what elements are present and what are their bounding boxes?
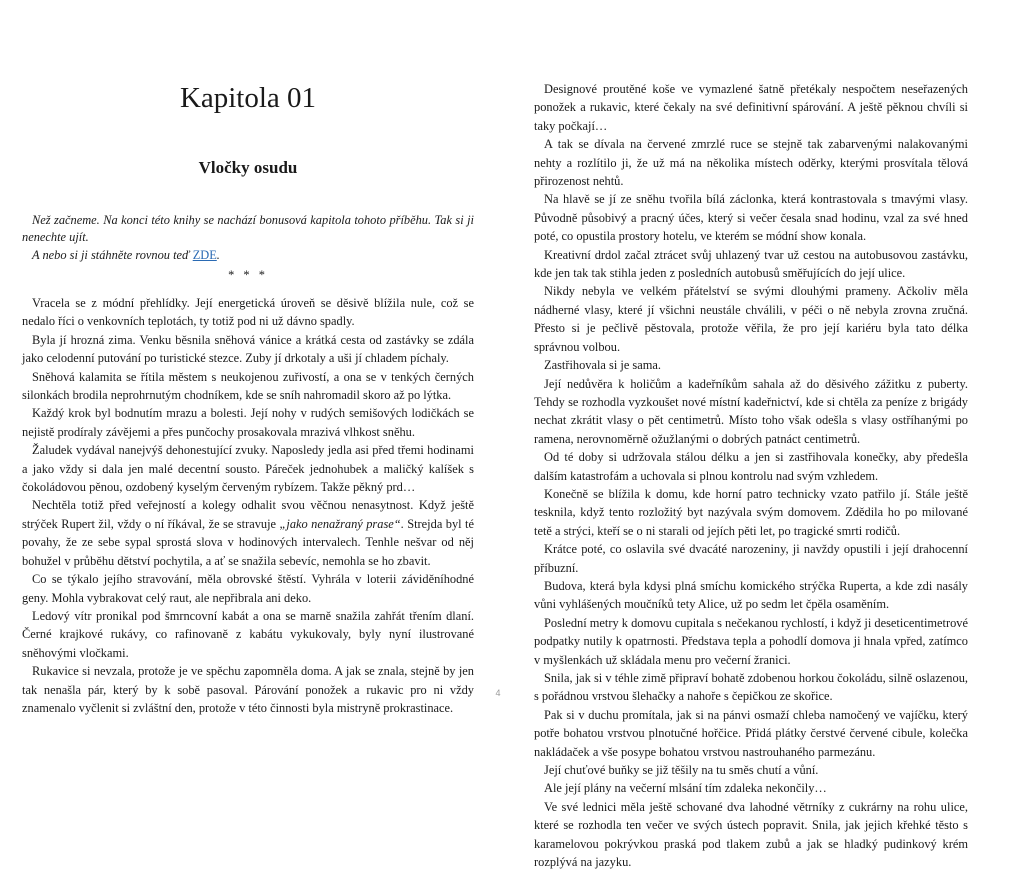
paragraph: Od té doby si udržovala stálou délku a jen si zastřihovala konečky, aby předešla dalším katastrofám a uchovala si plnou kontrolu nad svým vzhledem. <box>534 450 968 483</box>
intro-line-2-end: . <box>216 247 220 262</box>
paragraph: Každý krok byl bodnutím mrazu a bolesti. Její nohy v rudých semišových lodičkách se nejistě prodíraly závějemi a přes punčochy prosakovala mrazivá vlhkost sněhu. <box>22 406 474 439</box>
right-page-body <box>534 80 968 871</box>
paragraph: Krátce poté, co oslavila své dvacáté narozeniny, ji navždy opustili i její drahocenní příbuzní. <box>534 542 968 575</box>
paragraph: Designové proutěné koše ve vymazlené šatně přetékaly nespočtem neseřazených ponožek a rukavic, které čekaly na své definitivní spárování. A ještě pěknou chvíli si taky počkají… <box>534 82 968 133</box>
paragraph: Její chuťové buňky se již těšily na tu směs chutí a vůní. <box>544 763 819 778</box>
paragraph: Ledový vítr pronikal pod šmrncovní kabát a ona se marně snažila zahřát třením dlaní. Černé krajkové rukávy, co rafinovaně z kabátu vykukovaly, byly nyní ilustrované sněhovými vločkami. <box>22 608 474 660</box>
paragraph-uncle <box>22 496 474 570</box>
page-number: 4 <box>495 688 501 698</box>
paragraph: Vracela se z módní přehlídky. Její energetická úroveň se děsivě blížila nule, což se nedalo říci o venkovních teplotách, ty totiž pod ni už dávno spadly. <box>22 296 474 329</box>
paragraph: Žaludek vydával nanejvýš dehonestující zvuky. Naposledy jedla asi před třemi hodinami a jako vždy si dala jen malé decentní sousto. Páreček jednohubek a maličký kalíšek s čokoládovou pěnou, ozdobený kyselým červeným rybízem. Takže pěkný prd… <box>22 443 474 495</box>
paragraph-text: Nechtěla totiž před veřejností a kolegy odhalit svou věčnou nenasytnost. Když ještě strýček Rupert žil, vždy o ní říkával, že se stravuje <box>22 498 474 531</box>
intro-line-1: Než začneme. Na konci této knihy se nachází bonusová kapitola tohoto příběhu. Tak si ji nenechte ujít. <box>22 213 474 245</box>
paragraph: A tak se dívala na červené zmrzlé ruce se stejně tak zabarvenými nalakovanými nehty a rozlítilo ji, že už má na několika místech oděrky, kterými prosvítala tělová přirozenost nehtů. <box>534 137 968 189</box>
download-link[interactable]: ZDE <box>192 247 217 262</box>
paragraph: Ale její plány na večerní mlsání tím zdaleka nekončily… <box>544 781 827 796</box>
paragraph: Zastřihovala si je sama. <box>544 358 661 373</box>
paragraph: Sněhová kalamita se řítila městem s neukojenou zuřivostí, a ona se v tenkých černých silonkách brodila neprohrnutým chodníkem, kde se sníh nahromadil skoro až po lýtka. <box>22 369 474 403</box>
left-page-body <box>22 294 474 717</box>
paragraph: Pak si v duchu promítala, jak si na pánvi osmaží chleba namočený ve vajíčku, který potře bohatou vrstvou plnotučné hořčice. Přidá plátky čerstvé červené cibule, kolečka nakládaček a vše posype bohatou vrstvou nastrouhaného parmezánu. <box>534 707 968 759</box>
chapter-title: Kapitola 01 <box>179 82 317 114</box>
intro-note <box>22 212 474 264</box>
paragraph: Byla jí hrozná zima. Venku běsnila sněhová vánice a krátká cesta od zastávky se zdála jako celodenní putování po turistické stezce. Zuby jí drkotaly a uši jí chladem píchaly. <box>22 332 474 366</box>
paragraph: Snila, jak si v téhle zimě připraví bohatě zdobenou horkou čokoládu, silně oslazenou, s pořádnou vrstvou šlehačky a nahoře s čepičkou ze skořice. <box>534 671 968 704</box>
paragraph: Budova, která byla kdysi plná smíchu komického strýčka Ruperta, a kde zdi nasály vůni vyhlášených moučníků tety Alice, už po sedm let čpěla osaměním. <box>534 578 968 612</box>
intro-line-2-text: A nebo si ji stáhněte rovnou teď <box>32 247 193 262</box>
paragraph: Poslední metry k domovu cupitala s nečekanou rychlostí, i když ji deseticentimetrové podpatky nutily k opatrnosti. Představa tepla a pohodlí domova ji hnala vpřed, zatímco v myšlenkách už skládala menu pro večerní žranici. <box>534 615 968 667</box>
paragraph: Ve své lednici měla ještě schované dva lahodné větrníky z cukrárny na rohu ulice, které se rozhodla ten večer ve svých ústech popravit. Snila, jak jejich křehké těsto s karamelovou pokrývkou praská pod tlakem zubů a jak se hladký pudinkový krém rozplývá na jazyku. <box>534 799 968 870</box>
paragraph-text: . Strejda byl té povahy, že ze sebe sypal sprostá slova v hodinových intervalech. Tenhle nešvar od něj bohužel v průběhu dětství pochytila, a ať se snažila sebevíc, nemohla se ho zbavit. <box>22 516 475 568</box>
intro-line-2 <box>22 247 474 264</box>
paragraph: Rukavice si nevzala, protože je ve spěchu zapomněla doma. A jak se znala, stejně by jen tak nenašla pár, který by k sobě pasoval. Párování ponožek a rukavic pro ni vždy znamenalo vyčlenit si zvláštní den, protože v této činnosti byla mistryně prokrastinace. <box>22 664 474 715</box>
paragraph: Její nedůvěra k holičům a kadeřníkům sahala až do děsivého zážitku z puberty. Tehdy se rozhodla vyzkoušet nové místní kadeřnictví, kde si chtěla za peníze z brigády nechat zkrátit vlasy o pět centimetrů. Místo toho však odešla s vlasy ostříhanými po ramena, nerovnoměrně ožužlanými o dobrých patnáct centimetrů. <box>534 376 968 446</box>
paragraph: Kreativní drdol začal ztrácet svůj uhlazený tvar už cestou na autobusovou zastávku, kde jen tak tak stihla jeden z posledních autobusů směřujících do její ulice. <box>534 247 968 281</box>
paragraph: Konečně se blížila k domu, kde horní patro technicky vzato patřilo jí. Stále ještě tesknila, když tento rozložitý byt nazývala svým domovem. Zdědila ho po milované tetě a strýci, kteří se o ni starali od jejích pěti let, po tragické smrti rodičů. <box>534 486 968 538</box>
quote-italic: „jako nenažraný prase“ <box>279 516 401 531</box>
scene-separator: * * * <box>228 268 268 282</box>
section-title: Vločky osudu <box>198 158 298 177</box>
paragraph: Nikdy nebyla ve velkém přátelství se svými dlouhými prameny. Ačkoliv měla nádherné vlasy, které jí všichni neustále chválili, v péči o ně nebyla zrovna zručná. Přesto si je pečlivě pěstovala, protože věřila, že pro její kariéru byla tato délka správnou volbou. <box>534 284 968 354</box>
paragraph: Na hlavě se jí ze sněhu tvořila bílá záclonka, která kontrastovala s tmavými vlasy. Původně působivý a pracný účes, který si večer česala snad hodinu, vzal za své hned poté, co opustila prostory hotelu, ve kterém se módní show konala. <box>534 192 968 244</box>
paragraph: Co se týkalo jejího stravování, měla obrovské štěstí. Vyhrála v loterii záviděníhodné geny. Mohla vybrakovat celý raut, ale nepřibrala ani deko. <box>22 572 474 605</box>
